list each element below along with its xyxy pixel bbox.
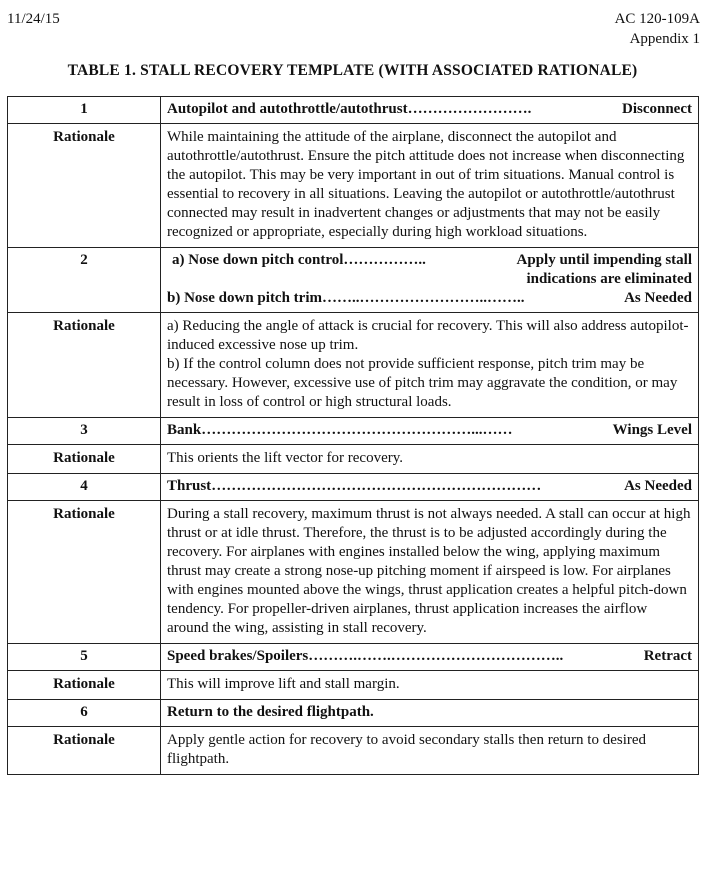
step-action: Apply until impending stall (516, 252, 692, 268)
dot-leader: …………….. (343, 252, 426, 268)
table-row (8, 418, 699, 445)
table-row (8, 124, 699, 248)
table-row (8, 474, 699, 501)
table-row (8, 501, 699, 644)
step-action-continued: indications are eliminated (526, 271, 692, 287)
rationale-text: During a stall recovery, maximum thrust is not always needed. A stall can occur at high thrust or at idle thrust. Therefore, the thrust is to be adjusted accordingly during the recovery. For airplanes with engines installed below the wing, applying maximum thrust may create a strong nose-up pitching moment if airspeed is low. For airplanes with engines mounted above the wings, thrust application creates a helpful pitch-down tendency. For propeller-driven airplanes, thrust application increases the airflow around the wing, assisting in stall recovery. (161, 501, 699, 644)
rationale-label: Rationale (8, 124, 161, 248)
step-action: Disconnect (622, 101, 692, 117)
rationale-label: Rationale (8, 501, 161, 644)
step-label: Autopilot and autothrottle/autothrust (167, 101, 408, 117)
step-line (167, 100, 692, 119)
step-line (167, 647, 692, 666)
table-row (8, 671, 699, 700)
step-label: Bank (167, 422, 202, 438)
table-row (8, 248, 699, 313)
step-number: 6 (8, 700, 161, 727)
rationale-label: Rationale (8, 313, 161, 418)
step-number: 4 (8, 474, 161, 501)
step-number: 5 (8, 644, 161, 671)
step-action: Retract (643, 648, 692, 664)
header-doc-number: AC 120-109A (614, 11, 700, 27)
step-label: b) Nose down pitch trim (167, 290, 323, 306)
step-label: Thrust (167, 478, 212, 494)
rationale-text: This will improve lift and stall margin. (161, 671, 699, 700)
step-number: 3 (8, 418, 161, 445)
rationale-label: Rationale (8, 445, 161, 474)
dot-leader: ……….…….…………………………….. (308, 648, 564, 664)
step-label: a) Nose down pitch control (172, 252, 344, 268)
rationale-label: Rationale (8, 727, 161, 775)
table-row (8, 727, 699, 775)
table-title: TABLE 1. STALL RECOVERY TEMPLATE (WITH ASSOCIATED RATIONALE) (67, 62, 638, 79)
rationale-text: While maintaining the attitude of the airplane, disconnect the autopilot and autothrottle/autothrust. Ensure the pitch attitude does not increase when disconnecting the autopilot. This may be very important in out of trim situations. Manual control is essential to recovery in all situations. Leaving the autopilot or autothrottle/autothrust connected may result in inadvertent changes or adjustments that may not be easily recognized or appropriate, especially during high workload situations. (161, 124, 699, 248)
dot-leader: ………………………………………………………… (211, 478, 542, 494)
step-action: As Needed (624, 478, 692, 494)
step-label: Speed brakes/Spoilers (167, 648, 309, 664)
table-row (8, 97, 699, 124)
step-line (167, 703, 692, 722)
rationale-text: b) If the control column does not provide sufficient response, pitch trim may be necessary. However, excessive use of pitch trim may aggravate the condition, or may result in loss of control or high structural loads. (167, 356, 678, 410)
step-label: Return to the desired flightpath. (167, 704, 374, 720)
table-row (8, 313, 699, 418)
step-line (167, 477, 692, 496)
table-row (8, 644, 699, 671)
step-number: 2 (8, 248, 161, 313)
stall-recovery-table (7, 96, 699, 775)
table-row (8, 700, 699, 727)
step-line (167, 289, 692, 308)
step-action: Wings Level (612, 422, 692, 438)
rationale-text: a) Reducing the angle of attack is crucial for recovery. This will also address autopilot-induced excessive nose up trim. (167, 318, 689, 353)
step-number: 1 (8, 97, 161, 124)
header-date: 11/24/15 (7, 11, 60, 27)
table-row (8, 445, 699, 474)
step-line (167, 251, 692, 270)
dot-leader: ……………………. (407, 101, 532, 117)
rationale-label: Rationale (8, 671, 161, 700)
rationale-text: This orients the lift vector for recovery. (161, 445, 699, 474)
header-appendix: Appendix 1 (629, 31, 700, 47)
rationale-text: Apply gentle action for recovery to avoid secondary stalls then return to desired flightpath. (161, 727, 699, 775)
dot-leader: ……..……………………..…….. (322, 290, 525, 306)
step-action: As Needed (624, 290, 692, 306)
step-line (167, 421, 692, 440)
dot-leader: ………………………………………………...…… (201, 422, 513, 438)
